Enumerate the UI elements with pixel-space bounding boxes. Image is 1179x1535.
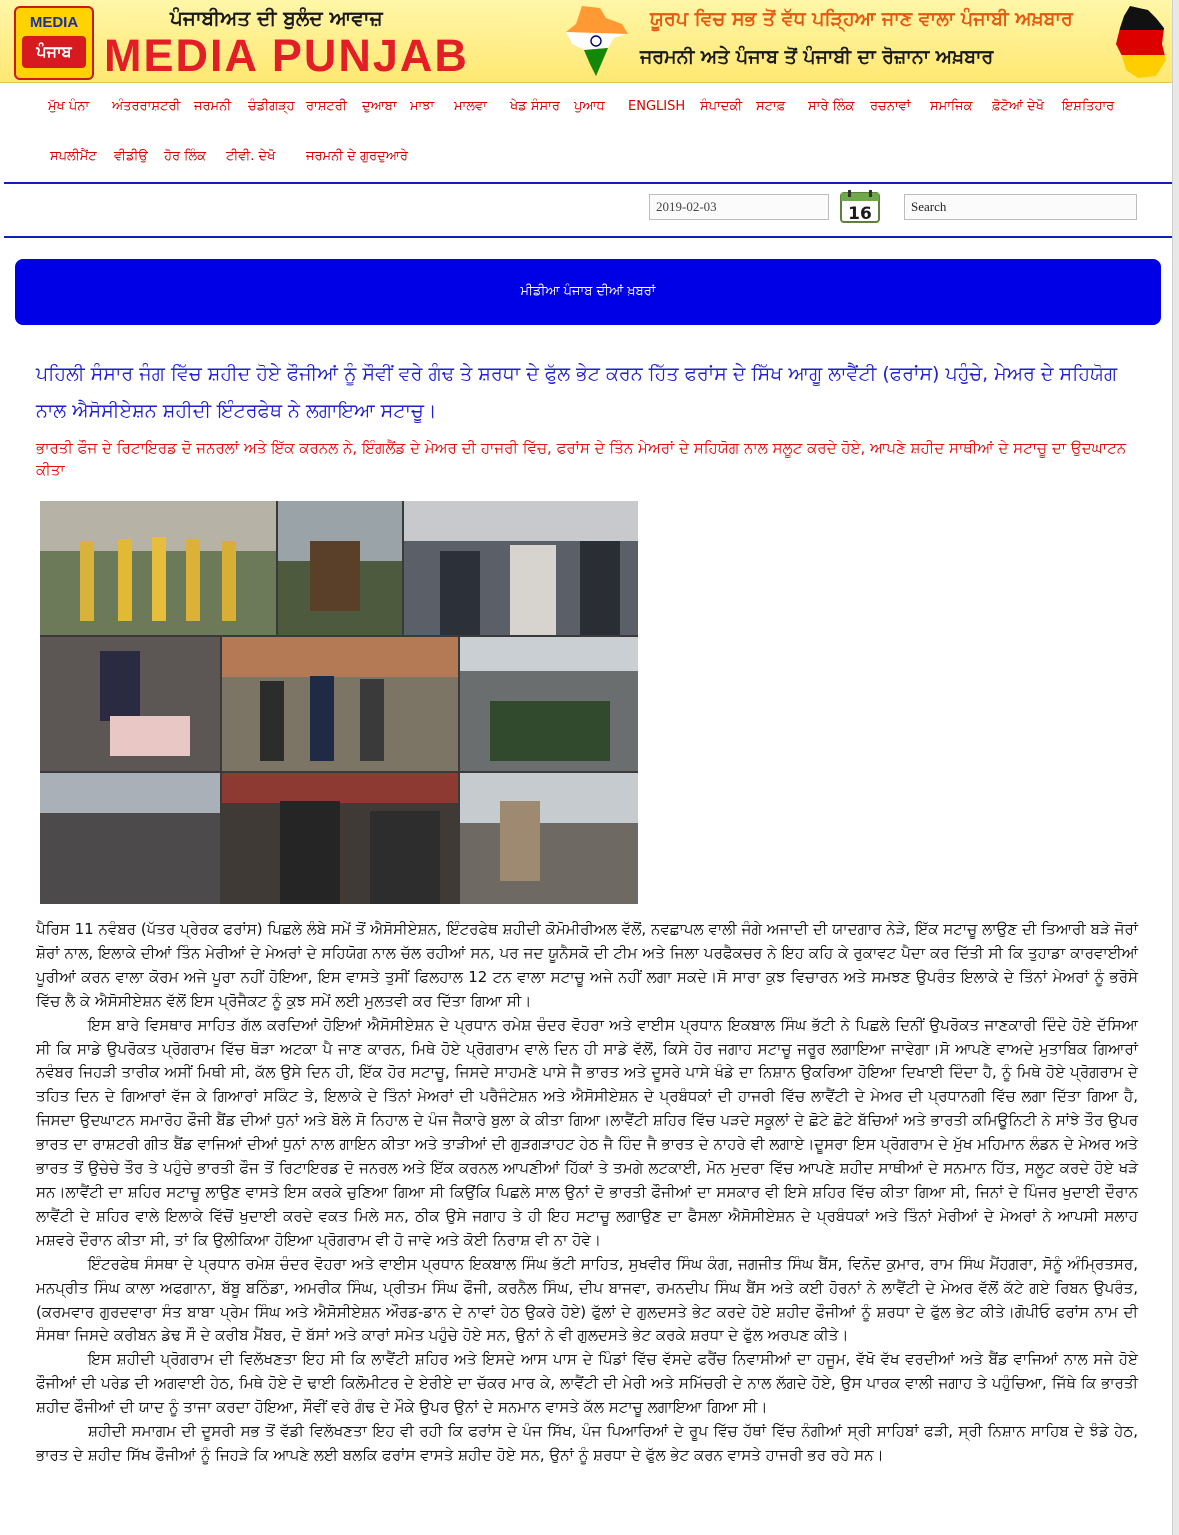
nav-item-gurdwaras[interactable]: ਜਰਮਨੀ ਦੇ ਗੁਰਦੁਆਰੇ xyxy=(306,149,408,164)
nav-item-photos[interactable]: ਫ਼ੋਟੋਆਂ ਦੇਖੋ xyxy=(992,99,1045,114)
nav-item-writings[interactable]: ਰਚਨਾਵਾਂ xyxy=(870,99,911,114)
nav-item-english[interactable]: ENGLISH xyxy=(628,99,686,114)
nav-item-ads[interactable]: ਇਸ਼ਤਿਹਾਰ xyxy=(1062,99,1115,114)
nav-item-national[interactable]: ਰਾਸ਼ਟਰੀ xyxy=(306,99,347,114)
article-paragraph: ਇਸ ਬਾਰੇ ਵਿਸਥਾਰ ਸਾਹਿਤ ਗੱਲ ਕਰਦਿਆਂ ਹੋਇਆਂ ਐਸੋਸੀਏਸ਼ਨ ਦੇ ਪ੍ਰਧਾਨ ਰਮੇਸ਼ ਚੰਦਰ ਵੋਹਰਾ ਅਤੇ ਵਾਈਸ ਪ੍ਰਧਾਨ ਇਕਬਾਲ ਸਿੰਘ ਭੱਟੀ ਨੇ ਪਿਛਲੇ ਦਿਨੀਂ ਉਪਰੋਕਤ ਜਾਣਕਾਰੀ ਦਿੰਦੇ ਹੋਏ ਦੱਸਿਆ ਸੀ ਕਿ ਸਾਡੇ ਉਪਰੋਕਤ ਪ੍ਰੋਗਰਾਮ ਵਿੱਚ ਥੋੜਾ ਅਟਕਾ ਪੈ ਜਾਣ ਕਾਰਨ, ਮਿਥੇ ਹੋਏ ਪ੍ਰੋਗਰਾਮ ਵਾਲੇ ਦਿਨ ਹੀ ਸਾਡੇ ਵੱਲੋਂ, ਕਿਸੇ ਹੋਰ ਜਗਾਹ ਸਟਾਚੂ ਜਰੂਰ ਲਗਾਇਆ ਜਾਵੇਗਾ।ਸੋ ਆਪਣੇ ਵਾਅਦੇ ਮੁਤਾਬਿਕ ਗਿਆਰਾਂ ਨਵੰਬਰ ਜਿਹੜੀ ਤਾਰੀਕ ਅਸੀਂ ਮਿਥੀ ਸੀ, ਕੱਲ ਉਸੇ ਦਿਨ ਹੀ, ਇੱਕ ਹੋਰ ਸਟਾਚੂ, ਜਿਸਦੇ ਸਾਹਮਣੇ ਪਾਸੇ ਜੈ ਭਾਰਤ ਅਤੇ ਦੂਸਰੇ ਪਾਸੇ ਖੰਡੇ ਦਾ ਨਿਸ਼ਾਨ ਉਕਰਿਆ ਹੋਇਆ ਦਿਖਾਈ ਦਿੰਦਾ ਹੈ, ਨੂੰ ਮਿਥੇ ਹੋਏ ਪ੍ਰੋਗਰਾਮ ਦੇ ਤਹਿਤ ਦਿਨ ਦੇ ਗਿਆਰਾਂ ਵੱਜ ਕੇ ਗਿਆਰਾਂ ਸਕਿੰਟ ਤੇ, ਇਲਾਕੇ ਦੇ ਤਿੰਨਾਂ ਮੇਅਰਾਂ ਦੀ ਪਰੈਜੰਟੇਸ਼ਨ ਅਤੇ ਐਸੋਸੀਏਸ਼ਨ ਦੇ ਪ੍ਰਬੰਧਕਾਂ ਦੀ ਹਾਜਰੀ ਵਿੱਚ ਲਾਵੈਂਟੀ ਦੇ ਮੇਅਰ ਦੀ ਪ੍ਰਧਾਨਗੀ ਵਿੱਚ ਲਗਾ ਦਿੱਤਾ ਗਿਆ ਹੈ, ਜਿਸਦਾ ਉਦਘਾਟਨ ਸਮਾਰੋਹ ਫੌਜੀ ਬੈਂਡ ਦੀਆਂ ਧੁਨਾਂ ਅਤੇ ਬੋਲੇ ਸੋ ਨਿਹਾਲ ਦੇ ਪੰਜ ਜੈਕਾਰੇ ਬੁਲਾ ਕੇ ਕੀਤਾ ਗਿਆ।ਲਾਵੈਂਟੀ ਸ਼ਹਿਰ ਵਿੱਚ ਪੜਦੇ ਸਕੂਲਾਂ ਦੇ ਛੋਟੇ ਛੋਟੇ ਬੱਚਿਆਂ ਅਤੇ ਭਾਰਤੀ ਕਮਿਊਨਿਟੀ ਨੇ ਸਾਂਝੇ ਤੌਰ ਉਪਰ ਭਾਰਤ ਦਾ ਰਾਸ਼ਟਰੀ ਗੀਤ ਬੈਂਡ ਵਾਜਿਆਂ ਦੀਆਂ ਧੁਨਾਂ ਨਾਲ ਗਾਇਨ ਕੀਤਾ ਅਤੇ ਤਾੜੀਆਂ ਦੀ ਗੁੜਗੜਾਹਟ ਹੇਠ ਜੈ ਹਿੰਦ ਜੈ ਭਾਰਤ ਦੇ ਨਾਹਰੇ ਵੀ ਲਗਾਏ।ਦੂਸਰਾ ਇਸ ਪ੍ਰੋਗਰਾਮ ਦੇ ਮੁੱਖ ਮਹਿਮਾਨ ਲੰਡਨ ਦੇ ਮੇਅਰ ਅਤੇ ਭਾਰਤ ਤੋਂ ਉਚੇਚੇ ਤੌਰ ਤੇ ਪਹੁੰਚੇ ਭਾਰਤੀ ਫੌਜ ਤੋਂ ਰਿਟਾਇਰਡ ਦੋ ਜਨਰਲ ਅਤੇ ਇੱਕ ਕਰਨਲ ਆਪਣੀਆਂ ਹਿੱਕਾਂ ਤੇ ਤਮਗੇ ਲਟਕਾਈ, ਮੋਨ ਮੁਦਰਾ ਵਿੱਚ ਆਪਣੇ ਸ਼ਹੀਦ ਸਾਥੀਆਂ ਦੇ ਸਨਮਾਨ ਹਿੱਤ, ਸਲੂਟ ਕਰਦੇ ਹੋਏ ਖੜੇ ਸਨ।ਲਾਵੈਂਟੀ ਦਾ ਸ਼ਹਿਰ ਸਟਾਚੂ ਲਾਉਣ ਵਾਸਤੇ ਇਸ ਕਰਕੇ ਚੁਣਿਆ ਗਿਆ ਸੀ ਕਿਉਂਕਿ ਪਿਛਲੇ ਸਾਲ ਉਨਾਂ ਦੋ ਭਾਰਤੀ ਫੌਜੀਆਂ ਦਾ ਸਸਕਾਰ ਵੀ ਇਸੇ ਸ਼ਹਿਰ ਵਿੱਚ ਕੀਤਾ ਗਿਆ ਸੀ, ਜਿਨਾਂ ਦੇ ਪਿੰਜਰ ਖੁਦਾਈ ਦੌਰਾਨ ਲਾਵੈਂਟੀ ਦੇ ਸ਼ਹਿਰ ਵਾਲੇ ਇਲਾਕੇ ਵਿੱਚੋਂ ਖੁਦਾਈ ਕਰਦੇ ਵਕਤ ਮਿਲੇ ਸਨ, ਠੀਕ ਉਸੇ ਜਗਾਹ ਤੇ ਹੀ ਇਹ ਸਟਾਚੂ ਲਗਾਉਣ ਦਾ ਫੈਸਲਾ ਐਸੋਸੀਏਸ਼ਨ ਦੇ ਪ੍ਰਬੰਧਕਾਂ ਅਤੇ ਤਿੰਨਾਂ ਮੇਰੀਆਂ ਦੇ ਮੇਅਰਾਂ ਨੇ ਆਪਸੀ ਸਲਾਹ ਮਸ਼ਵਰੇ ਦੌਰਾਨ ਕੀਤਾ ਸੀ, ਤਾਂ ਕਿ ਉਲੀਕਿਆ ਹੋਇਆ ਪ੍ਰੋਗਰਾਮ ਵੀ ਹੋ ਜਾਵੇ ਅਤੇ ਕੋਈ ਨਿਰਾਸ਼ ਵੀ ਨਾ ਹੋਵੇ। xyxy=(36,1015,1138,1249)
nav-item-puadh[interactable]: ਪੁਆਧ xyxy=(574,99,605,114)
nav-item-staff[interactable]: ਸਟਾਫ਼ xyxy=(756,99,786,114)
nav-item-social[interactable]: ਸਮਾਜਿਕ xyxy=(930,99,973,114)
header-tagline: ਪੰਜਾਬੀਅਤ ਦੀ ਬੁਲੰਦ ਆਵਾਜ਼ xyxy=(170,6,383,30)
nav-item-international[interactable]: ਅੰਤਰਰਾਸ਼ਟਰੀ xyxy=(112,99,181,114)
header-claim-line1: ਯੂਰਪ ਵਿਚ ਸਭ ਤੋਂ ਵੱਧ ਪੜ੍ਹਿਆ ਜਾਣ ਵਾਲਾ ਪੰਜਾਬੀ ਅਖ਼ਬਾਰ xyxy=(650,8,1073,30)
nav-item-more-links[interactable]: ਹੋਰ ਲਿੰਕ xyxy=(164,149,207,164)
scrollbar[interactable] xyxy=(1172,0,1179,1535)
article-headline: ਪਹਿਲੀ ਸੰਸਾਰ ਜੰਗ ਵਿੱਚ ਸ਼ਹੀਦ ਹੋਏ ਫੌਜੀਆਂ ਨੂੰ ਸੌਵੀਂ ਵਰੇ ਗੰਢ ਤੇ ਸ਼ਰਧਾ ਦੇ ਫੁੱਲ ਭੇਟ ਕਰਨ ਹਿੱਤ ਫਰਾਂਸ ਦੇ ਸਿੱਖ ਆਗੂ ਲਾਵੈਂਟੀ (ਫਰਾਂਸ) ਪਹੁੰਚੇ, ਮੇਅਰ ਦੇ ਸਹਿਯੋਗ ਨਾਲ ਐਸੋਸੀਏਸ਼ਨ ਸ਼ਹੀਦੀ ਇੰਟਰਫੇਥ ਨੇ ਲਗਾਇਆ ਸਟਾਚੂ। xyxy=(36,363,1118,422)
article-paragraph: ਪੈਰਿਸ 11 ਨਵੰਬਰ (ਪੱਤਰ ਪ੍ਰੇਰਕ ਫਰਾਂਸ) ਪਿਛਲੇ ਲੰਬੇ ਸਮੇਂ ਤੋਂ ਐਸੋਸੀਏਸ਼ਨ, ਇੰਟਰਫੇਥ ਸ਼ਹੀਦੀ ਕੋਮੋਮੀਰੀਅਲ ਵੱਲੋਂ, ਨਵਛਾਪਲ ਵਾਲੀ ਜੰਗੇ ਅਜਾਦੀ ਦੀ ਯਾਦਗਾਰ ਨੇੜੇ, ਇੱਕ ਸਟਾਚੂ ਲਾਉਣ ਦੀ ਤਿਆਰੀ ਬੜੇ ਜੋਰਾਂ ਸ਼ੋਰਾਂ ਨਾਲ, ਇਲਾਕੇ ਦੀਆਂ ਤਿੰਨ ਮੇਰੀਆਂ ਦੇ ਮੇਅਰਾਂ ਦੇ ਸਹਿਯੋਗ ਨਾਲ ਚੱਲ ਰਹੀਆਂ ਸਨ, ਪਰ ਜਦ ਯੂਨੈਸਕੋ ਦੀ ਟੀਮ ਅਤੇ ਜਿਲਾ ਪਰਫੈਕਚਰ ਨੇ ਇਹ ਕਹਿ ਕੇ ਰੁਕਾਵਟ ਪੈਦਾ ਕਰ ਦਿੱਤੀ ਸੀ ਕਿ ਤੁਹਾਡਾ ਕਾਰਵਾਈਆਂ ਪੂਰੀਆਂ ਕਰਨ ਵਾਲਾ ਕੋਰਮ ਅਜੇ ਪੂਰਾ ਨਹੀਂ ਹੋਇਆ, ਇਸ ਵਾਸਤੇ ਤੁਸੀਂ ਫਿਲਹਾਲ 12 ਟਨ ਵਾਲਾ ਸਟਾਚੂ ਅਜੇ ਨਹੀਂ ਲਗਾ ਸਕਦੇ।ਸੋ ਸਾਰਾ ਕੁਝ ਵਿਚਾਰਨ ਅਤੇ ਸਮਝਣ ਉਪਰੰਤ ਇਲਾਕੇ ਦੇ ਤਿੰਨਾਂ ਮੇਅਰਾਂ ਨੂੰ ਭਰੋਸੇ ਵਿੱਚ ਲੈ ਕੇ ਐਸੋਸੀਏਸ਼ਨ ਵੱਲੋਂ ਇਸ ਪ੍ਰੋਜੈਕਟ ਨੂੰ ਕੁਝ ਸਮੇਂ ਲਈ ਮੁਲਤਵੀ ਕਰ ਦਿੱਤਾ ਗਿਆ ਸੀ। xyxy=(36,920,1138,1010)
nav-item-germany[interactable]: ਜਰਮਨੀ xyxy=(194,99,232,114)
india-map-flag-icon xyxy=(562,4,630,78)
header-brand: MEDIA PUNJAB xyxy=(104,30,469,81)
section-title-bar xyxy=(15,259,1161,325)
germany-map-flag-icon xyxy=(1112,4,1170,80)
article-paragraph: ਇੰਟਰਫੇਥ ਸੰਸਥਾ ਦੇ ਪ੍ਰਧਾਨ ਰਮੇਸ਼ ਚੰਦਰ ਵੋਹਰਾ ਅਤੇ ਵਾਈਸ ਪ੍ਰਧਾਨ ਇਕਬਾਲ ਸਿੰਘ ਭੱਟੀ ਸਾਹਿਤ, ਸੁਖਵੀਰ ਸਿੰਘ ਕੰਗ, ਜਗਜੀਤ ਸਿੰਘ ਬੈਂਸ, ਵਿਨੋਦ ਕੁਮਾਰ, ਰਾਮ ਸਿੰਘ ਮੈਂਹਗਰਾ, ਸੋਨੂੰ ਅੰਮ੍ਰਿਤਸਰ, ਮਨਪ੍ਰੀਤ ਸਿੰਘ ਕਾਲਾ ਅਫਗਾਨਾ, ਬੱਬੂ ਬਠਿੰਡਾ, ਅਮਰੀਕ ਸਿੰਘ, ਪ੍ਰੀਤਮ ਸਿੰਘ ਫੌਜੀ, ਕਰਨੈਲ ਸਿੰਘ, ਦੀਪ ਬਾਜਵਾ, ਰਮਨਦੀਪ ਸਿੰਘ ਬੈਂਸ ਅਤੇ ਕਈ ਹੋਰਨਾਂ ਨੇ ਲਾਵੈਂਟੀ ਦੇ ਮੇਅਰ ਵੱਲੋਂ ਕੱਟੇ ਗਏ ਰਿਬਨ ਉਪਰੰਤ, (ਕਰਮਵਾਰ ਗੁਰਦਵਾਰਾ ਸੰਤ ਬਾਬਾ ਪ੍ਰੇਮ ਸਿੰਘ ਅਤੇ ਐਸੋਸੀਏਸ਼ਨ ਔਰਡ-ਡਾਨ ਦੇ ਨਾਵਾਂ ਹੇਠ ਉਕਰੇ ਹੋਏ) ਫੁੱਲਾਂ ਦੇ ਗੁਲਦਸਤੇ ਭੇਟ ਕਰਦੇ ਹੋਏ ਸ਼ਹੀਦ ਫੌਜੀਆਂ ਨੂੰ ਸ਼ਰਧਾ ਦੇ ਫੁੱਲ ਭੇਟ ਕੀਤੇ।ਗੋਪੀਓ ਫਰਾਂਸ ਨਾਮ ਦੀ ਸੰਸਥਾ ਜਿਸਦੇ ਕਰੀਬਨ ਡੇਢ ਸੌ ਦੇ ਕਰੀਬ ਮੈਂਬਰ, ਦੋ ਬੱਸਾਂ ਅਤੇ ਕਾਰਾਂ ਸਮੇਤ ਪਹੁੰਚੇ ਹੋਏ ਸਨ, ਉਨਾਂ ਨੇ ਵੀ ਗੁਲਦਸਤੇ ਭੇਟ ਕਰਕੇ ਸ਼ਰਧਾ ਦੇ ਫੁੱਲ ਅਰਪਣ ਕੀਤੇ। xyxy=(36,1254,1138,1345)
article-paragraph: ਇਸ ਸ਼ਹੀਦੀ ਪ੍ਰੋਗਰਾਮ ਦੀ ਵਿਲੱਖਣਤਾ ਇਹ ਸੀ ਕਿ ਲਾਵੈਂਟੀ ਸ਼ਹਿਰ ਅਤੇ ਇਸਦੇ ਆਸ ਪਾਸ ਦੇ ਪਿੰਡਾਂ ਵਿੱਚ ਵੱਸਦੇ ਫਰੈਂਚ ਨਿਵਾਸੀਆਂ ਦਾ ਹਜੂਮ, ਵੱਖੋ ਵੱਖ ਵਰਦੀਆਂ ਅਤੇ ਬੈਂਡ ਵਾਜਿਆਂ ਨਾਲ ਸਜੇ ਹੋਏ ਫੌਜੀਆਂ ਦੀ ਪਰੇਡ ਦੀ ਅਗਵਾਈ ਹੇਠ, ਮਿਥੇ ਹੋਏ ਦੋ ਢਾਈ ਕਿਲੋਮੀਟਰ ਦੇ ਏਰੀਏ ਦਾ ਚੱਕਰ ਮਾਰ ਕੇ, ਲਾਵੈਂਟੀ ਦੀ ਮੇਰੀ ਅਤੇ ਸਮਿੱਚਰੀ ਦੇ ਨਾਲ ਲੱਗਦੇ ਹੋਏ, ਉਸ ਪਾਰਕ ਵਾਲੀ ਜਗਾਹ ਤੇ ਪਹੁੰਚਿਆ, ਜਿੱਥੇ ਕਿ ਭਾਰਤੀ ਸ਼ਹੀਦ ਫੌਜੀਆਂ ਦੀ ਯਾਦ ਨੂੰ ਤਾਜਾ ਕਰਦਾ ਹੋਇਆ, ਸੌਵੀਂ ਵਰੇ ਗੰਢ ਦੇ ਮੌਕੇ ਉਪਰ ਉਨਾਂ ਦੇ ਸਨਮਾਨ ਵਾਸਤੇ ਕੱਲ ਸਟਾਚੂ ਲਗਾਇਆ ਗਿਆ ਸੀ। xyxy=(36,1350,1138,1417)
article-subhead: ਭਾਰਤੀ ਫੌਜ ਦੇ ਰਿਟਾਇਰਡ ਦੋ ਜਨਰਲਾਂ ਅਤੇ ਇੱਕ ਕਰਨਲ ਨੇ, ਇੰਗਲੈਂਡ ਦੇ ਮੇਅਰ ਦੀ ਹਾਜਰੀ ਵਿੱਚ, ਫਰਾਂਸ ਦੇ ਤਿੰਨ ਮੇਅਰਾਂ ਦੇ ਸਹਿਯੋਗ ਨਾਲ ਸਲੂਟ ਕਰਦੇ ਹੋਏ, ਆਪਣੇ ਸ਼ਹੀਦ ਸਾਥੀਆਂ ਦੇ ਸਟਾਚੂ ਦਾ ਉਦਘਾਟਨ ਕੀਤਾ xyxy=(36,439,1127,479)
nav-item-editorial[interactable]: ਸੰਪਾਦਕੀ xyxy=(700,99,743,114)
nav-divider xyxy=(4,182,1172,184)
toolbar-divider xyxy=(4,236,1172,238)
nav-item-sports[interactable]: ਖੇਡ ਸੰਸਾਰ xyxy=(510,99,560,114)
nav-item-doaba[interactable]: ਦੁਆਬਾ xyxy=(362,99,397,114)
header-claim-line2: ਜਰਮਨੀ ਅਤੇ ਪੰਜਾਬ ਤੋਂ ਪੰਜਾਬੀ ਦਾ ਰੋਜ਼ਾਨਾ ਅਖ਼ਬਾਰ xyxy=(640,46,994,68)
section-title: ਮੀਡੀਆ ਪੰਜਾਬ ਦੀਆਂ ਖ਼ਬਰਾਂ xyxy=(520,284,656,299)
nav-item-video[interactable]: ਵੀਡੀਉ xyxy=(114,149,148,164)
calendar-day: 16 xyxy=(848,204,872,223)
nav-item-chandigarh[interactable]: ਚੰਡੀਗੜ੍ਹ xyxy=(248,99,295,114)
search-input[interactable]: Search xyxy=(904,194,1137,220)
nav-item-home[interactable]: ਮੁੱਖ ਪੰਨਾ xyxy=(48,99,90,114)
site-logo[interactable] xyxy=(14,6,94,80)
article-body xyxy=(36,918,1138,1468)
nav-item-all-links[interactable]: ਸਾਰੇ ਲਿੰਕ xyxy=(808,99,855,114)
calendar-icon[interactable] xyxy=(840,189,880,223)
date-input[interactable]: 2019-02-03 xyxy=(649,194,829,220)
header-banner xyxy=(0,0,1172,83)
nav-item-majha[interactable]: ਮਾਝਾ xyxy=(410,99,435,114)
article-photo-collage xyxy=(40,501,638,904)
logo-top-text: MEDIA xyxy=(29,14,79,31)
main-nav xyxy=(0,82,1172,182)
article-paragraph: ਸ਼ਹੀਦੀ ਸਮਾਗਮ ਦੀ ਦੂਸਰੀ ਸਭ ਤੋਂ ਵੱਡੀ ਵਿਲੱਖਣਤਾ ਇਹ ਵੀ ਰਹੀ ਕਿ ਫਰਾਂਸ ਦੇ ਪੰਜ ਸਿੱਖ, ਪੰਜ ਪਿਆਰਿਆਂ ਦੇ ਰੂਪ ਵਿੱਚ ਹੱਥਾਂ ਵਿੱਚ ਨੰਗੀਆਂ ਸ੍ਰੀ ਸਾਹਿਬਾਂ ਫੜੀ, ਸ੍ਰੀ ਨਿਸ਼ਾਨ ਸਾਹਿਬ ਦੇ ਝੰਡੇ ਹੇਠ, ਭਾਰਤ ਦੇ ਸ਼ਹੀਦ ਸਿੱਖ ਫੌਜੀਆਂ ਨੂੰ ਜਿਹੜੇ ਕਿ ਆਪਣੇ ਲਈ ਬਲਕਿ ਫਰਾਂਸ ਵਾਸਤੇ ਸ਼ਹੀਦ ਹੋਏ ਸਨ, ਉਨਾਂ ਨੂੰ ਸ਼ਰਧਾ ਦੇ ਫੁੱਲ ਭੇਟ ਕਰਨ ਵਾਸਤੇ ਹਾਜਰੀ ਭਰ ਰਹੇ ਸਨ। xyxy=(36,1422,1138,1464)
nav-item-malwa[interactable]: ਮਾਲਵਾ xyxy=(454,99,487,114)
logo-bottom-text: ਪੰਜਾਬ xyxy=(22,36,86,68)
nav-item-supplement[interactable]: ਸਪਲੀਮੈਂਟ xyxy=(50,149,97,164)
nav-item-tv[interactable]: ਟੀਵੀ. ਦੇਖੋ xyxy=(226,149,276,164)
